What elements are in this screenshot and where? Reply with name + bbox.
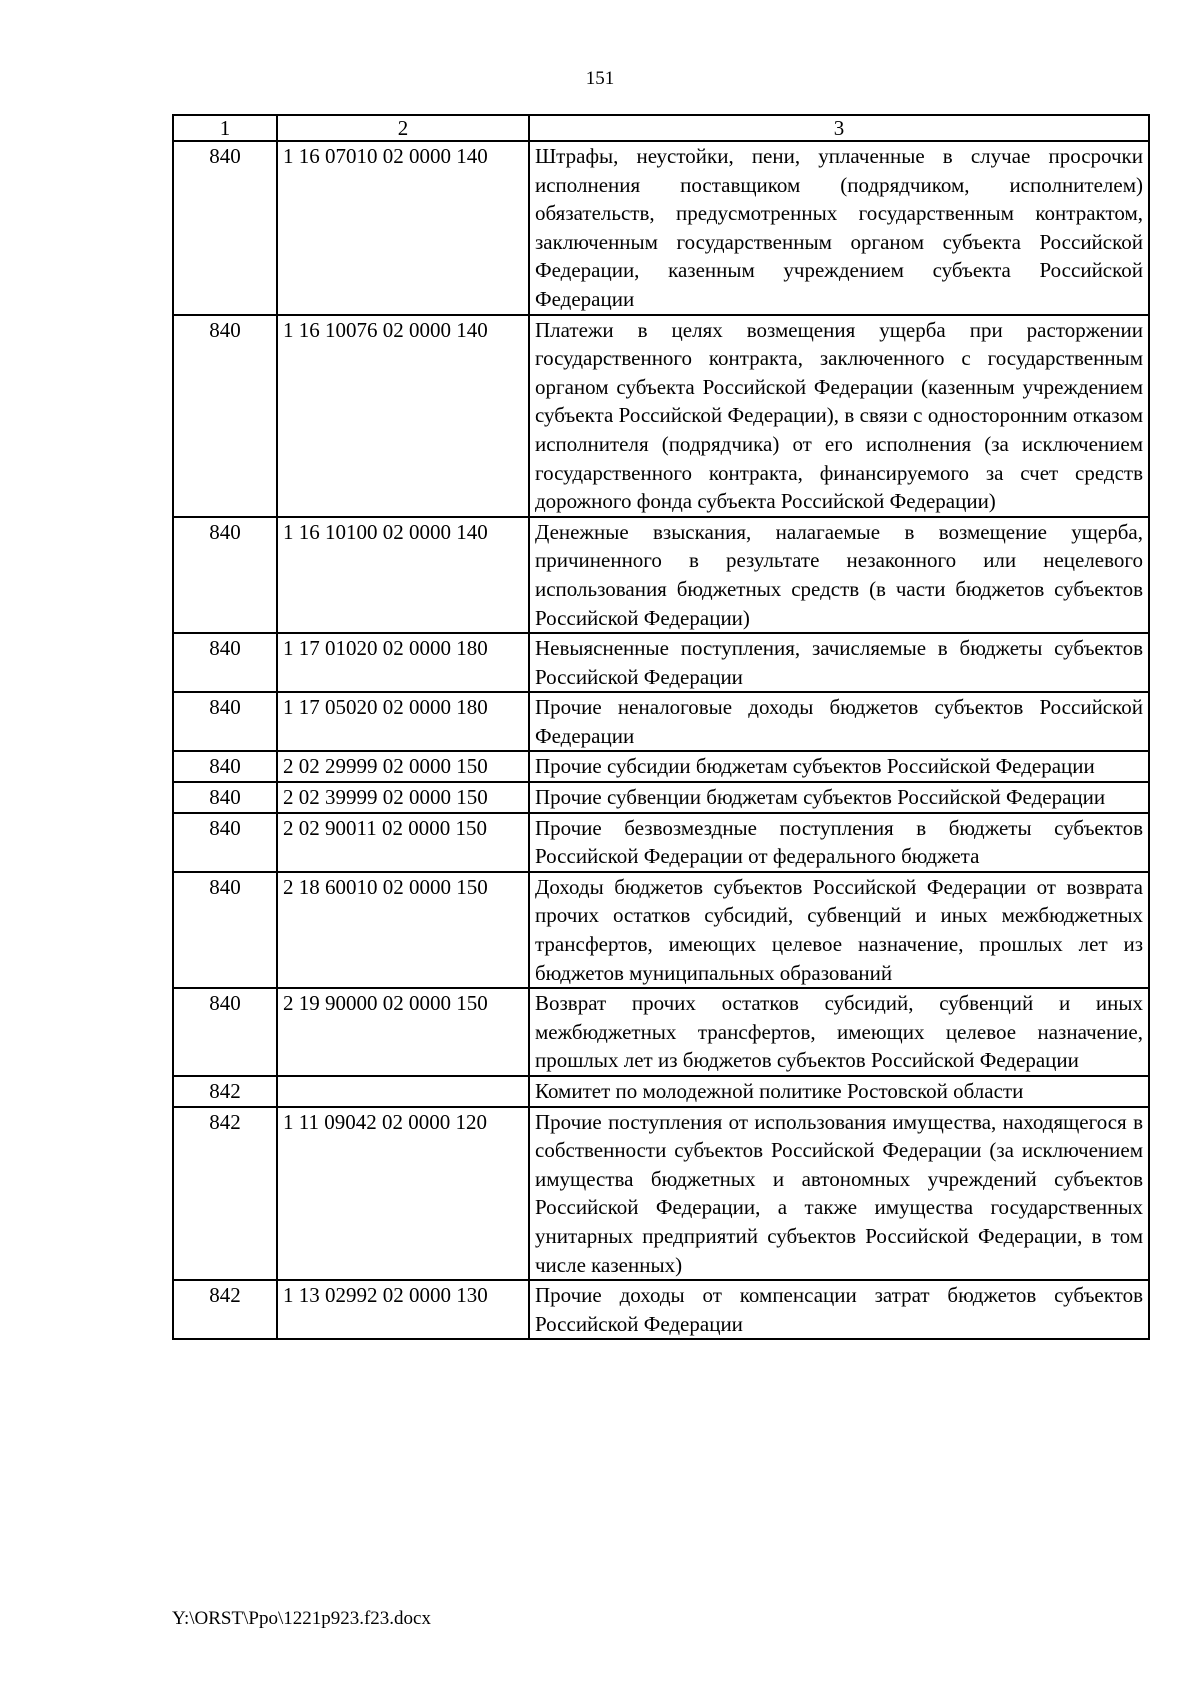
budget-classification-code-cell: 2 02 90011 02 0000 150 [277, 813, 529, 872]
table-body [173, 141, 1149, 1339]
page-number: 151 [585, 68, 615, 89]
revenue-description-cell: Прочие неналоговые доходы бюджетов субъектов Российской Федерации [529, 692, 1149, 751]
budget-classification-code-cell: 1 16 07010 02 0000 140 [277, 141, 529, 315]
table-row [173, 751, 1149, 782]
revenue-description-cell: Платежи в целях возмещения ущерба при расторжении государственного контракта, заключенного с государственным органом субъекта Российской Федерации (казенным учреждением субъекта Российской Федерации), в связи с односторонним отказом исполнителя (подрядчика) от его исполнения (за исключением государственного контракта, финансируемого за счет средств дорожного фонда субъекта Российской Федерации) [529, 315, 1149, 517]
admin-code-cell: 840 [173, 141, 277, 315]
administrator-title-cell: Комитет по молодежной политике Ростовской области [529, 1076, 1149, 1107]
table-row [173, 141, 1149, 315]
admin-code-cell: 842 [173, 1107, 277, 1281]
table-row [173, 633, 1149, 692]
admin-code-cell: 842 [173, 1280, 277, 1339]
revenue-description-cell: Прочие поступления от использования имущества, находящегося в собственности субъектов Российской Федерации (за исключением имущества бюджетных и автономных учреждений субъектов Российской Федерации, а также имущества государственных унитарных предприятий субъектов Российской Федерации, в том числе казенных) [529, 1107, 1149, 1281]
table-row [173, 517, 1149, 633]
budget-classification-code-cell [277, 1076, 529, 1107]
budget-classification-code-cell: 2 19 90000 02 0000 150 [277, 988, 529, 1076]
budget-classification-code-cell: 1 16 10076 02 0000 140 [277, 315, 529, 517]
column-header-3: 3 [529, 115, 1149, 141]
table-row [173, 1107, 1149, 1281]
admin-code-cell: 840 [173, 751, 277, 782]
admin-code-cell: 840 [173, 692, 277, 751]
budget-classification-code-cell: 1 17 05020 02 0000 180 [277, 692, 529, 751]
budget-classification-code-cell: 2 18 60010 02 0000 150 [277, 872, 529, 988]
budget-revenue-table [172, 114, 1150, 1340]
table-row [173, 692, 1149, 751]
admin-code-cell: 840 [173, 517, 277, 633]
column-header-2: 2 [277, 115, 529, 141]
table-row [173, 782, 1149, 813]
revenue-description-cell: Возврат прочих остатков субсидий, субвенций и иных межбюджетных трансфертов, имеющих целевое назначение, прошлых лет из бюджетов субъектов Российской Федерации [529, 988, 1149, 1076]
budget-classification-code-cell: 1 11 09042 02 0000 120 [277, 1107, 529, 1281]
admin-code-cell: 840 [173, 315, 277, 517]
table-header-row [173, 115, 1149, 141]
revenue-description-cell: Прочие доходы от компенсации затрат бюджетов субъектов Российской Федерации [529, 1280, 1149, 1339]
budget-classification-code-cell: 1 13 02992 02 0000 130 [277, 1280, 529, 1339]
admin-code-cell: 840 [173, 813, 277, 872]
revenue-description-cell: Прочие безвозмездные поступления в бюджеты субъектов Российской Федерации от федерального бюджета [529, 813, 1149, 872]
admin-code-cell: 842 [173, 1076, 277, 1107]
revenue-description-cell: Невыясненные поступления, зачисляемые в бюджеты субъектов Российской Федерации [529, 633, 1149, 692]
table-row [173, 813, 1149, 872]
budget-classification-code-cell: 2 02 29999 02 0000 150 [277, 751, 529, 782]
admin-code-cell: 840 [173, 988, 277, 1076]
revenue-description-cell: Прочие субсидии бюджетам субъектов Российской Федерации [529, 751, 1149, 782]
column-header-1: 1 [173, 115, 277, 141]
table-row [173, 988, 1149, 1076]
revenue-description-cell: Прочие субвенции бюджетам субъектов Российской Федерации [529, 782, 1149, 813]
revenue-description-cell: Доходы бюджетов субъектов Российской Федерации от возврата прочих остатков субсидий, субвенций и иных межбюджетных трансфертов, имеющих целевое назначение, прошлых лет из бюджетов муниципальных образований [529, 872, 1149, 988]
budget-classification-code-cell: 2 02 39999 02 0000 150 [277, 782, 529, 813]
table-row [173, 872, 1149, 988]
admin-code-cell: 840 [173, 633, 277, 692]
budget-classification-code-cell: 1 17 01020 02 0000 180 [277, 633, 529, 692]
table-row [173, 1280, 1149, 1339]
admin-code-cell: 840 [173, 872, 277, 988]
admin-code-cell: 840 [173, 782, 277, 813]
budget-classification-code-cell: 1 16 10100 02 0000 140 [277, 517, 529, 633]
table-row [173, 1076, 1149, 1107]
revenue-description-cell: Штрафы, неустойки, пени, уплаченные в случае просрочки исполнения поставщиком (подрядчиком, исполнителем) обязательств, предусмотренных государственным контрактом, заключенным государственным органом субъекта Российской Федерации, казенным учреждением субъекта Российской Федерации [529, 141, 1149, 315]
table-row [173, 315, 1149, 517]
footer-file-path: Y:\ORST\Ppo\1221p923.f23.docx [172, 1608, 431, 1629]
revenue-description-cell: Денежные взыскания, налагаемые в возмещение ущерба, причиненного в результате незаконного или нецелевого использования бюджетных средств (в части бюджетов субъектов Российской Федерации) [529, 517, 1149, 633]
